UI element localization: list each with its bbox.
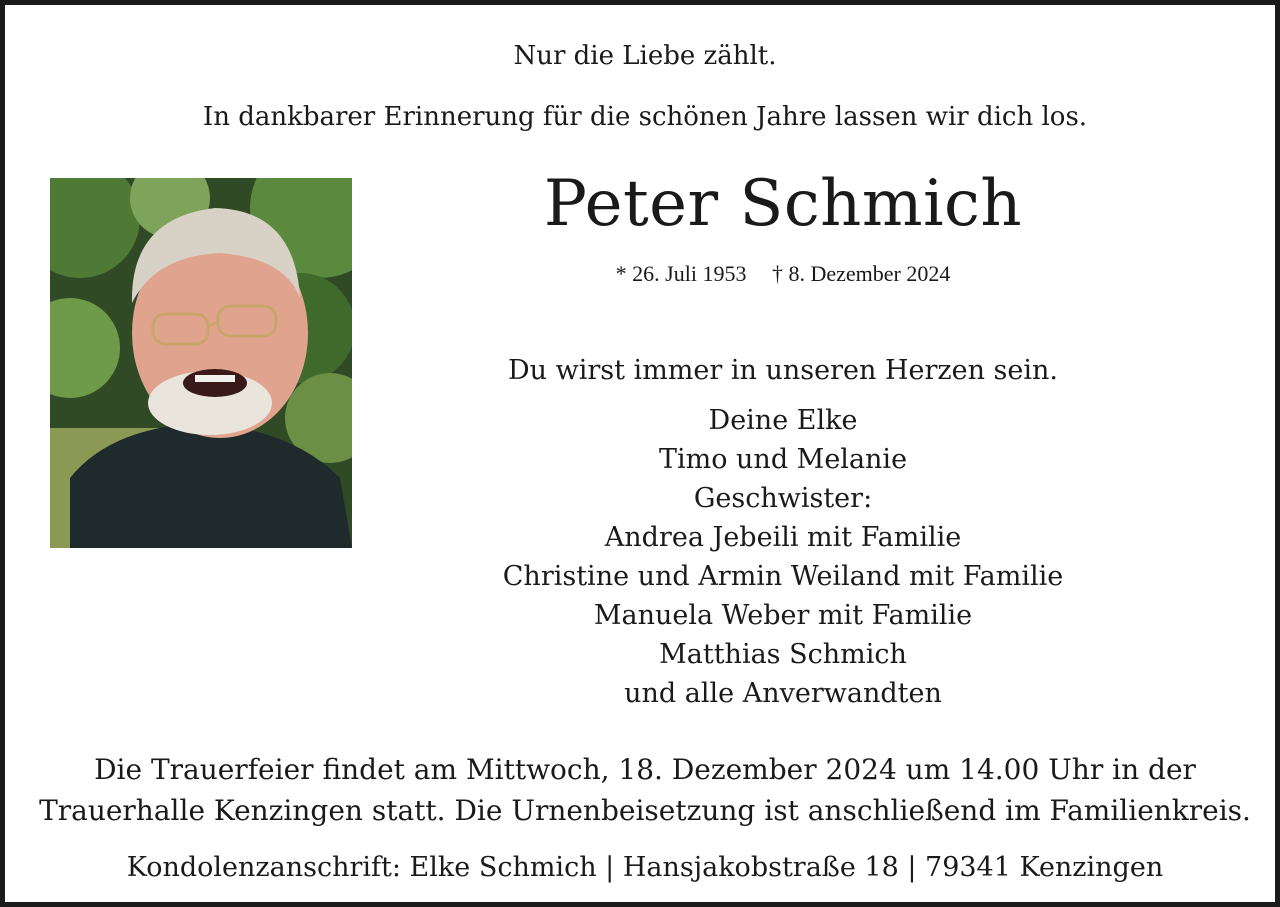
service-line-1: Die Trauerfeier findet am Mittwoch, 18. Dezember 2024 um 14.00 Uhr in der xyxy=(94,753,1196,786)
birth-date: * 26. Juli 1953 xyxy=(615,261,747,286)
memorial-message: Du wirst immer in unseren Herzen sein. xyxy=(508,355,1058,386)
mourner-line: Deine Elke xyxy=(708,405,858,436)
mourner-line: Matthias Schmich xyxy=(659,639,907,670)
deceased-name: Peter Schmich xyxy=(543,167,1023,241)
mourner-line: Timo und Melanie xyxy=(658,444,908,475)
death-date: † 8. Dezember 2024 xyxy=(771,261,951,286)
mourner-line: Manuela Weber mit Familie xyxy=(593,600,973,631)
life-dates xyxy=(425,261,1141,287)
motto-line-1: Nur die Liebe zählt. xyxy=(513,41,777,71)
mourner-line: und alle Anverwandten xyxy=(624,678,942,709)
mourner-line: Christine und Armin Weiland mit Familie xyxy=(502,561,1064,592)
mourner-line: Andrea Jebeili mit Familie xyxy=(604,522,962,553)
condolence-address: Kondolenzanschrift: Elke Schmich | Hansjakobstraße 18 | 79341 Kenzingen xyxy=(126,852,1164,883)
mourner-line: Geschwister: xyxy=(693,483,873,514)
mourners-list xyxy=(425,401,1141,713)
service-info xyxy=(5,749,1280,831)
service-line-2: Trauerhalle Kenzingen statt. Die Urnenbeisetzung ist anschließend im Familienkreis. xyxy=(39,794,1251,827)
portrait-photo xyxy=(50,178,352,548)
motto-line-2: In dankbarer Erinnerung für die schönen Jahre lassen wir dich los. xyxy=(202,102,1088,132)
